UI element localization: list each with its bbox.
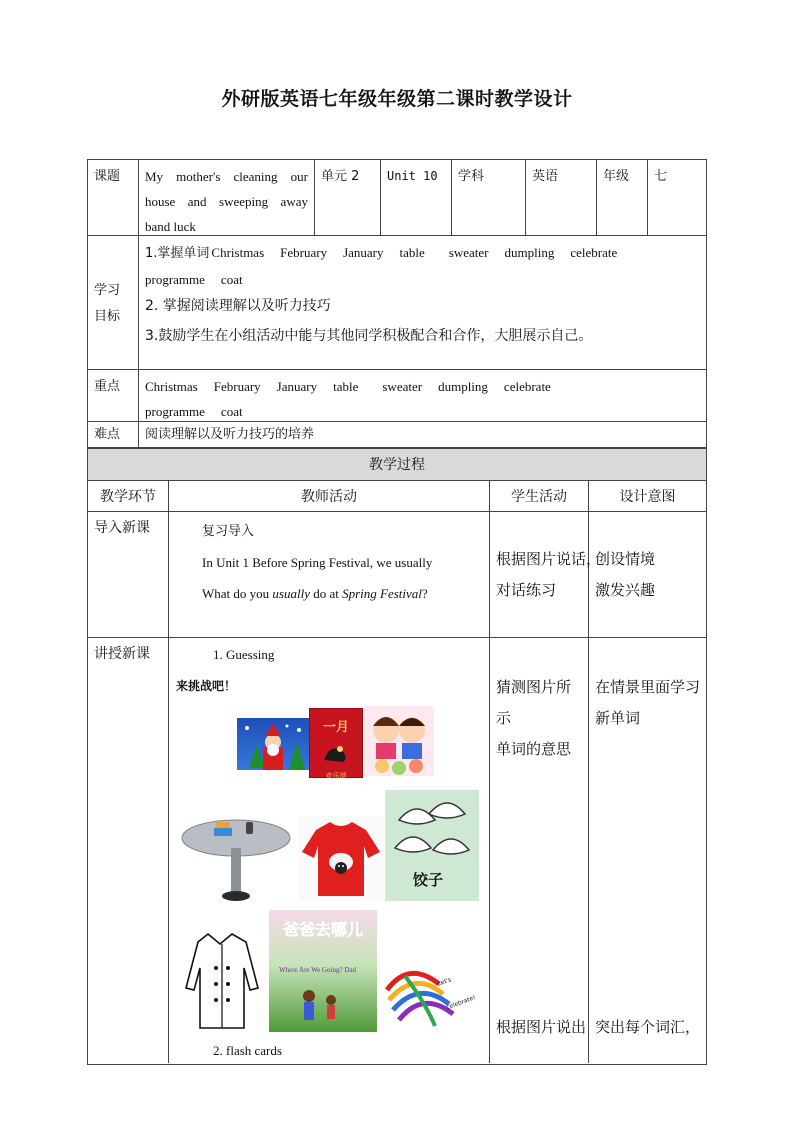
design-intro [589, 512, 706, 638]
header-design: 设计意图 [589, 481, 706, 512]
focus-content [139, 370, 706, 422]
intro-q-e: ? [421, 586, 428, 601]
challenge-text: 来挑战吧！ [176, 679, 237, 693]
header-teacher: 教师活动 [169, 481, 490, 512]
unit-label: 单元 2 [315, 160, 381, 236]
info-table [87, 159, 707, 448]
coat-image [180, 928, 264, 1033]
header-student: 学生活动 [490, 481, 589, 512]
dumpling-label: 饺子 [413, 871, 444, 889]
design-teach [589, 638, 706, 1063]
goal-3: 3.鼓励学生在小组活动中能与其他同学积极配合和合作，大胆展示自己。 [145, 328, 593, 344]
vocab-word: programme [145, 404, 205, 419]
rooster-icon [310, 740, 362, 764]
goal-2: 2. 掌握阅读理解以及听力技巧 [145, 298, 331, 314]
vocab-word: dumpling [504, 245, 555, 260]
vocab-word: programme [145, 272, 205, 287]
dumpling-image [385, 790, 479, 901]
intro-line-3 [202, 578, 483, 609]
design-intro-1: 创设情境 [595, 550, 656, 568]
student-intro-1: 根据图片说话， [496, 550, 602, 568]
student-teach-1: 猜测图片所示 [496, 678, 572, 727]
vocab-word: celebrate [570, 245, 618, 260]
student-teach [490, 638, 589, 1063]
step-2: 2. flash cards [213, 1043, 282, 1058]
process-table [87, 448, 707, 1065]
vocab-word: celebrate [503, 379, 551, 394]
dumpling-icon [385, 790, 479, 870]
poster-sub: Where Are We Going? Dad [279, 966, 357, 974]
vocab-word: coat [220, 404, 243, 419]
subject-value: 英语 [526, 160, 597, 236]
vocab-word: Christmas [145, 379, 198, 394]
difficulty-label: 难点 [88, 422, 139, 447]
vocab-word: table [399, 245, 425, 260]
design-teach-3: 突出每个词汇， [595, 1018, 701, 1036]
celebrate-text: Let's celebrate! [436, 976, 477, 1012]
student-teach-2: 单词的意思 [496, 740, 572, 758]
grade-value: 七 [648, 160, 706, 236]
vocab-word: sweater [382, 379, 423, 394]
design-intro-2: 激发兴趣 [595, 581, 656, 599]
poster-title: 爸爸去哪儿 [282, 920, 363, 939]
topic-value: My mother's cleaning our house and sweeping away band luck [139, 160, 315, 236]
january-image [309, 708, 363, 778]
topic-label: 课题 [88, 160, 139, 236]
page-title: 外研版英语七年级年级第二课时教学设计 [221, 88, 573, 110]
difficulty-value: 阅读理解以及听力技巧的培养 [145, 427, 315, 442]
calendar-char: 一月 [322, 720, 349, 735]
grade-label: 年级 [597, 160, 648, 236]
design-teach-2: 新单词 [595, 709, 641, 727]
intro-line-1: 复习导入 [202, 524, 255, 539]
table-icon [180, 808, 292, 903]
stage-intro: 导入新课 [88, 512, 169, 638]
intro-q-b: usually [272, 586, 310, 601]
programme-image [269, 910, 377, 1032]
coat-icon [180, 928, 264, 1033]
goal-1 [145, 240, 700, 293]
step-1: 1. Guessing [213, 647, 275, 662]
vocab-word: table [333, 379, 359, 394]
vocab-word: dumpling [438, 379, 488, 394]
intro-q-c: do at [309, 586, 343, 601]
vocab-word: January [343, 245, 384, 260]
vocab-word: February [280, 245, 328, 260]
sweater-icon [298, 816, 384, 901]
intro-q-d: Spring Festival [342, 586, 422, 601]
header-stage: 教学环节 [88, 481, 169, 512]
vocab-word: Christmas [211, 245, 265, 260]
celebrate-kids-image [364, 706, 434, 776]
vocab-word: sweater [448, 245, 489, 260]
design-teach-1: 在情景里面学习 [595, 678, 701, 696]
student-intro [490, 512, 602, 638]
sweater-image [298, 816, 384, 901]
subject-label: 学科 [452, 160, 526, 236]
unit-value: Unit 10 [381, 160, 452, 236]
celebrate-image [379, 950, 483, 1034]
teacher-teach [169, 638, 490, 1063]
teacher-intro [169, 512, 490, 638]
process-title: 教学过程 [88, 448, 706, 481]
goals-content [139, 236, 706, 370]
stage-teach: 讲授新课 [88, 638, 169, 1063]
student-intro-2: 对话练习 [496, 581, 557, 599]
goals-label [88, 236, 139, 370]
family-icon [269, 982, 377, 1032]
focus-label: 重点 [88, 370, 139, 422]
vocab-word: coat [220, 272, 243, 287]
kids-icon [364, 706, 434, 776]
calendar-sub: 欢乐颂 [325, 772, 347, 780]
student-teach-3: 根据图片说出 [496, 1018, 587, 1036]
goal-1-prefix: 1.掌握单词 [145, 246, 210, 261]
table-image [180, 808, 292, 903]
christmas-icon [237, 718, 309, 776]
goals-label-text: 学习目标 [94, 283, 121, 324]
vocab-word: January [276, 379, 318, 394]
christmas-image [237, 718, 309, 776]
vocab-word: February [213, 379, 261, 394]
intro-q-a: What do you [202, 586, 273, 601]
intro-line-2: In Unit 1 Before Spring Festival, we usually [202, 555, 433, 570]
